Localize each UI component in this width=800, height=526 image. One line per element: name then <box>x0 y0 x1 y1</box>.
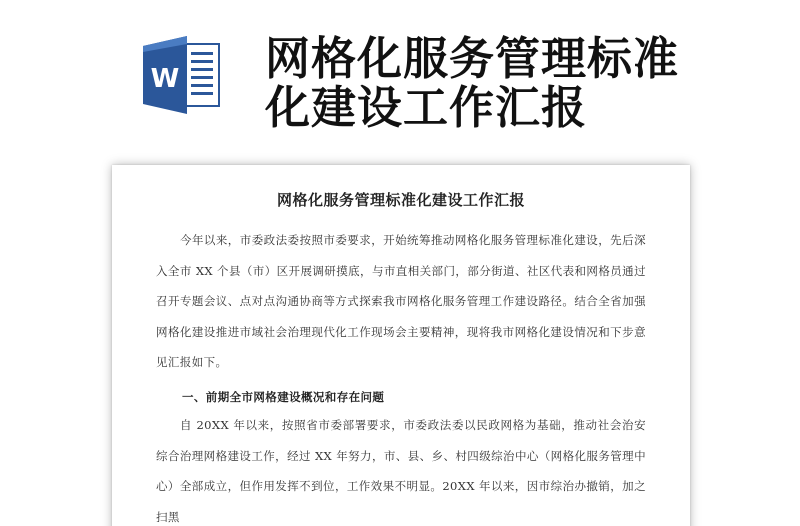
word-icon-letter: W <box>150 64 180 94</box>
document-paragraph-2: 自 20XX 年以来，按照省市委部署要求，市委政法委以民政网格为基础，推动社会治安综合治理网格建设工作，经过 XX 年努力，市、县、乡、村四级综治中心（网格化服务管理中心）全部成立，但作用发挥不到位，工作效果不明显。20XX 年以来，因市综治办撤销，加之扫黑 <box>156 418 646 524</box>
section-heading-1: 一、前期全市网格建设概况和存在问题 <box>182 390 385 404</box>
document-title: 网格化服务管理标准化建设工作汇报 <box>276 191 525 209</box>
banner <box>0 0 800 150</box>
word-document-icon <box>143 34 221 116</box>
banner-title-line-1: 网格化服务管理标准 <box>265 32 680 85</box>
document-paragraph-1: 今年以来，市委政法委按照市委要求，开始统筹推动网格化服务管理标准化建设，先后深入全市 XX 个县（市）区开展调研摸底，与市直相关部门，部分街道、社区代表和网格员通过召开专题会议、点对点沟通协商等方式探索我市网格化服务管理工作建设路径。结合全省加强网格化建设推进市域社会治理现代化工作现场会主要精神，现将我市网格化建设情况和下步意见汇报如下。 <box>156 233 646 369</box>
document-page <box>112 165 690 526</box>
banner-title-line-2: 化建设工作汇报 <box>265 81 588 134</box>
